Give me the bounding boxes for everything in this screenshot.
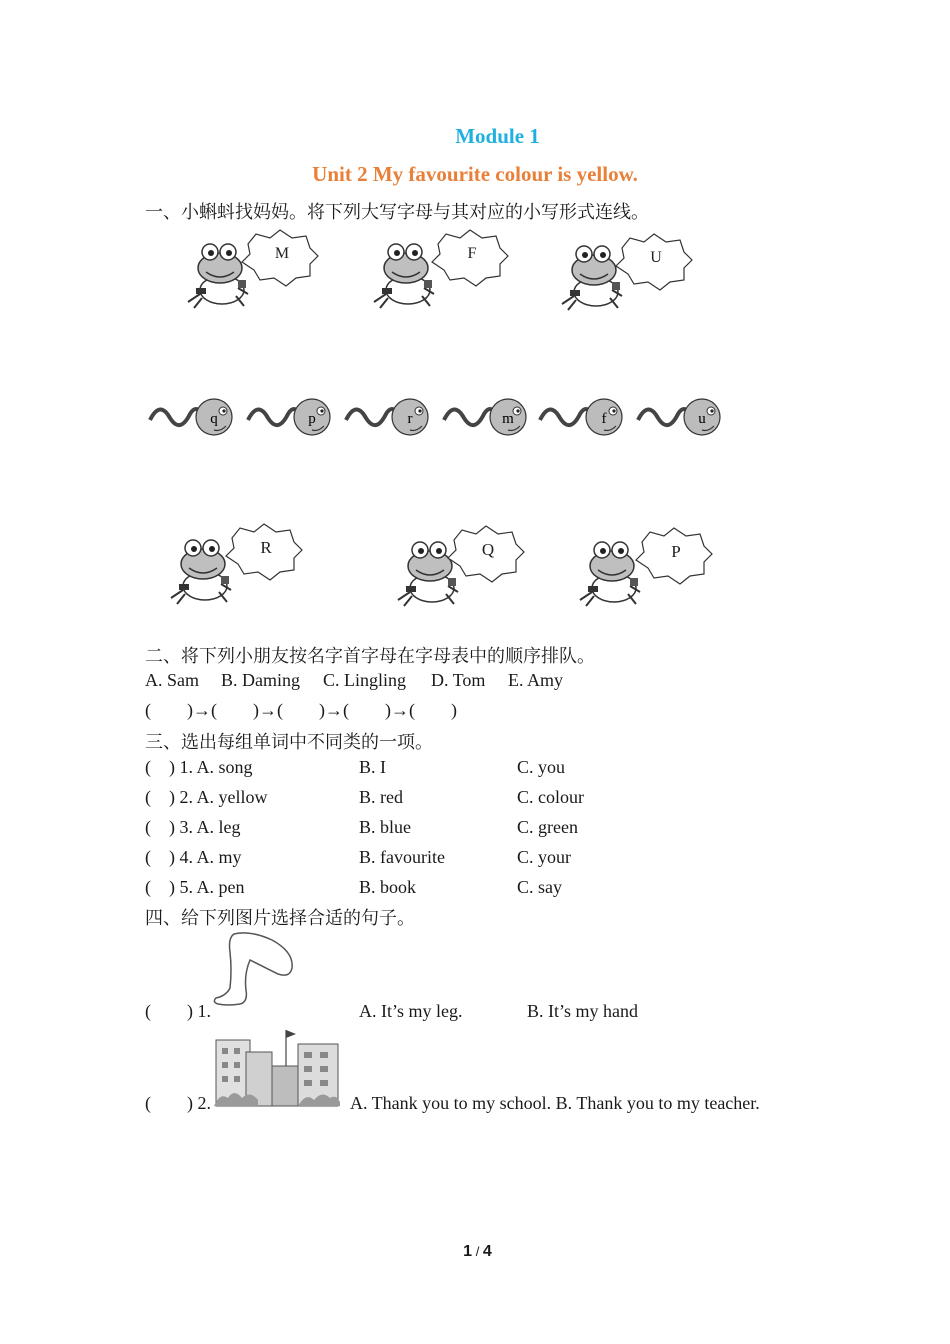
name-option-a: A. Sam [145,670,199,690]
tadpole-f [540,399,622,435]
page-number [0,1243,950,1261]
tadpole-p [248,399,330,435]
tadpole-letter-p: p [308,411,316,427]
q3-3-option-a: ( ) 3. A. leg [145,817,241,837]
order-answer-line[interactable]: ( )→( )→( )→( )→( ) [145,700,457,720]
tadpole-letter-q: q [210,411,218,427]
name-option-b: B. Daming [221,670,300,690]
q3-3-option-c: C. green [517,817,578,837]
frog-m [188,230,318,308]
name-option-e: E. Amy [508,670,564,690]
section1-instruction: 一、小蝌蚪找妈妈。将下列大写字母与其对应的小写形式连线。 [145,202,649,222]
school-building-icon [214,1026,340,1110]
name-option-d: D. Tom [431,670,486,690]
q3-4-option-c: C. your [517,847,571,867]
section4-instruction: 四、给下列图片选择合适的句子。 [145,908,415,928]
q3-2-option-b: B. red [359,787,403,807]
frog-letter-R: R [260,538,272,557]
q3-5-option-c: C. say [517,877,562,897]
tadpole-q [150,399,232,435]
frog-letter-F: F [467,245,477,262]
unit-title: Unit 2 My favourite colour is yellow. [312,162,638,186]
q3-4-option-b: B. favourite [359,847,445,867]
frog-q [398,526,524,606]
page-current: 1 [463,1243,473,1260]
q3-1-option-a: ( ) 1. A. song [145,757,253,777]
frog-letter-U: U [650,249,662,266]
q4-1-option-b: B. It’s my hand [527,1001,638,1021]
leg-icon [210,930,300,1012]
module-title: Module 1 [455,124,540,148]
tadpole-letter-f: f [601,411,607,427]
frog-f [374,230,508,308]
q3-4-option-a: ( ) 4. A. my [145,847,242,867]
tadpole-letter-m: m [502,411,514,427]
tadpole-r [346,399,428,435]
q3-5-option-a: ( ) 5. A. pen [145,877,245,897]
tadpole-letter-r: r [407,411,413,427]
frog-letter-Q: Q [481,540,495,559]
q3-3-option-b: B. blue [359,817,411,837]
frog-u [562,234,692,310]
q3-5-option-b: B. book [359,877,417,897]
q3-2-option-c: C. colour [517,787,584,807]
q4-2-prefix: ( ) 2. [145,1093,211,1113]
q4-1-prefix: ( ) 1. [145,1001,211,1021]
q3-1-option-b: B. I [359,757,386,777]
q4-1-option-a: A. It’s my leg. [359,1001,463,1021]
name-option-c: C. Lingling [323,670,407,690]
section3-instruction: 三、选出每组单词中不同类的一项。 [145,732,433,752]
frog-r [171,524,302,604]
q3-1-option-c: C. you [517,757,566,777]
section2-instruction: 二、将下列小朋友按名字首字母在字母表中的顺序排队。 [145,646,595,666]
frog-letter-M: M [274,245,290,262]
frog-tadpole-matching-area [0,0,950,620]
tadpole-u [638,399,720,435]
tadpole-letter-u: u [698,411,706,427]
frog-p [580,528,712,606]
tadpole-m [444,399,526,435]
page-total: 4 [482,1243,492,1260]
frog-letter-P: P [671,542,681,561]
q4-2-options: A. Thank you to my school. B. Thank you to my teacher. [350,1093,760,1113]
page-separator: / [472,1244,483,1259]
q3-2-option-a: ( ) 2. A. yellow [145,787,268,807]
